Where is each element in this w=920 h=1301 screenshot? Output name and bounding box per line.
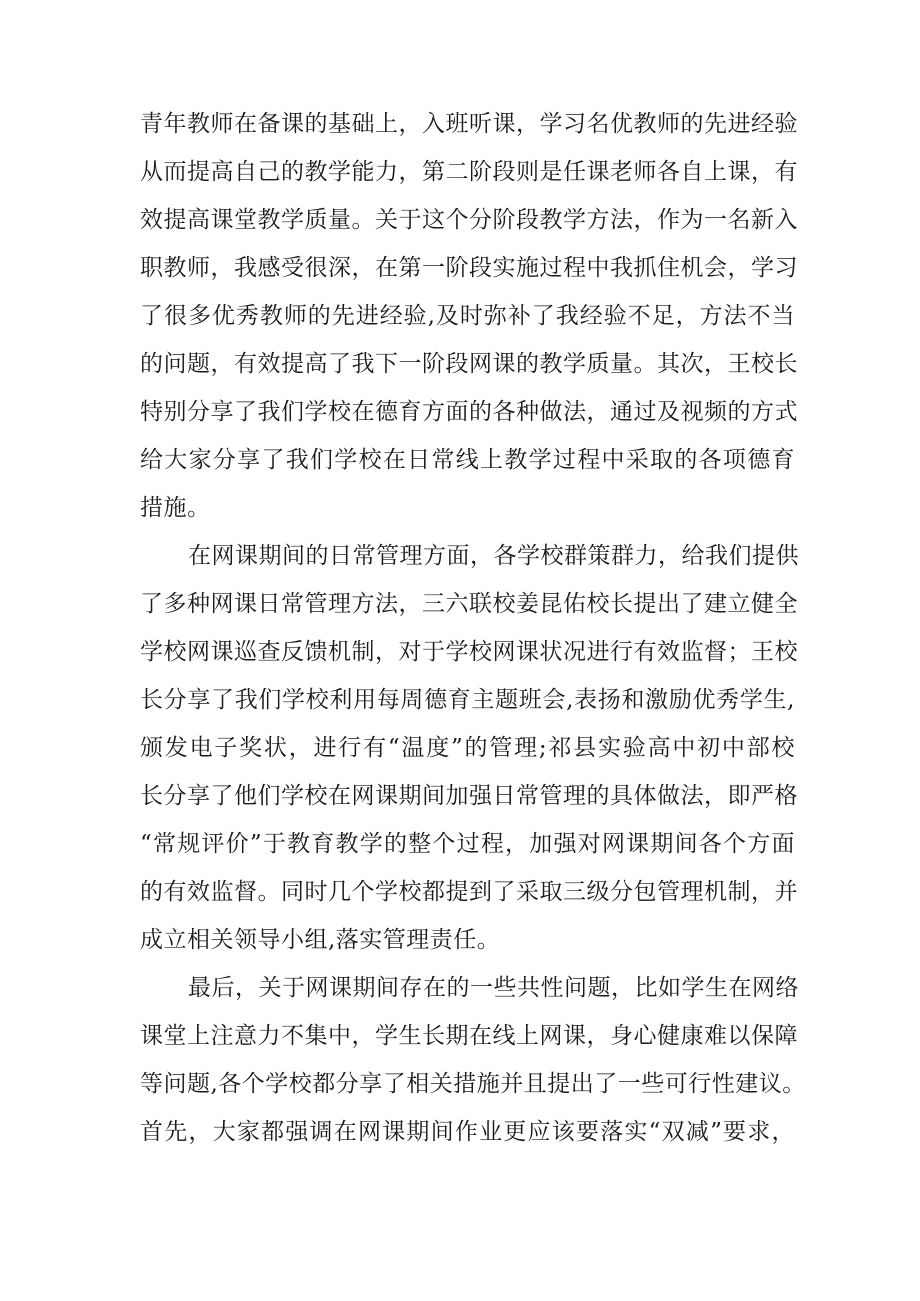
paragraph-1 [140, 100, 798, 532]
text-line: 效提高课堂教学质量。关于这个分阶段教学方法，作为一名新入 [140, 207, 798, 233]
text-line: 学校网课巡查反馈机制，对于学校网课状况进行有效监督；王校 [140, 639, 798, 665]
text-line: “常规评价”于教育教学的整个过程，加强对网课期间各个方面 [140, 831, 795, 857]
text-line: 给大家分享了我们学校在日常线上教学过程中采取的各项德育 [140, 447, 795, 473]
text-line: 措施。 [140, 495, 211, 521]
paragraph-3 [140, 964, 806, 1156]
text-line: 职教师，我感受很深，在第一阶段实施过程中我抓住机会，学习 [140, 255, 798, 281]
text-line: 课堂上注意力不集中，学生长期在线上网课，身心健康难以保障 [140, 1023, 798, 1049]
text-line: 等问题,各个学校都分享了相关措施并且提出了一些可行性建议。 [140, 1071, 806, 1097]
text-line: 的有效监督。同时几个学校都提到了采取三级分包管理机制，并 [140, 879, 798, 905]
text-line: 从而提高自己的教学能力，第二阶段则是任课老师各自上课，有 [140, 159, 798, 185]
text-line: 了很多优秀教师的先进经验,及时弥补了我经验不足，方法不当 [140, 303, 795, 329]
text-line: 首先，大家都强调在网课期间作业更应该要落实“双减”要求， [140, 1119, 795, 1145]
document-body [140, 100, 806, 1156]
text-line: 颁发电子奖状，进行有“温度”的管理;祁县实验高中初中部校 [140, 735, 795, 761]
text-line: 的问题，有效提高了我下一阶段网课的教学质量。其次，王校长 [140, 351, 798, 377]
text-line: 青年教师在备课的基础上，入班听课，学习名优教师的先进经验 [140, 111, 798, 137]
text-line: 长分享了我们学校利用每周德育主题班会,表扬和激励优秀学生, [140, 687, 795, 713]
text-line: 成立相关领导小组,落实管理责任。 [140, 927, 501, 953]
paragraph-2 [140, 532, 799, 964]
text-line: 在网课期间的日常管理方面，各学校群策群力，给我们提供 [188, 543, 799, 569]
text-line: 长分享了他们学校在网课期间加强日常管理的具体做法，即严格 [140, 783, 798, 809]
text-line: 特别分享了我们学校在德育方面的各种做法，通过及视频的方式 [140, 399, 798, 425]
text-line: 最后，关于网课期间存在的一些共性问题，比如学生在网络 [188, 975, 799, 1001]
text-line: 了多种网课日常管理方法，三六联校姜昆佑校长提出了建立健全 [140, 591, 798, 617]
